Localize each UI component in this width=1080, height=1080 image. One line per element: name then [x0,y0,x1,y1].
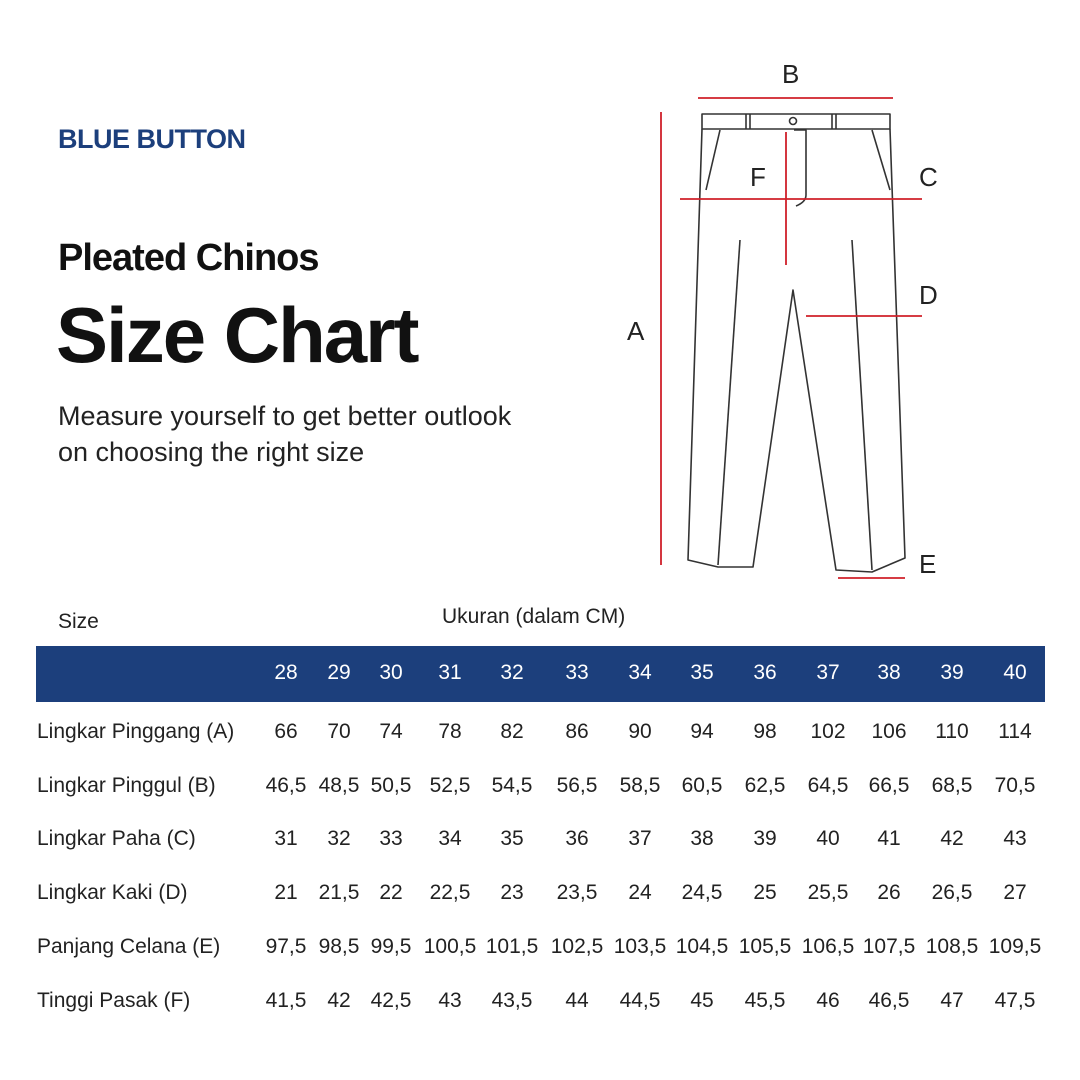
table-cell: 66,5 [868,774,910,797]
table-cell: 70 [327,720,351,743]
size-header-cell: 28 [274,661,298,684]
size-header-cell: 40 [1003,661,1027,684]
table-cell: 26 [877,881,901,904]
table-cell: 21,5 [318,881,360,904]
table-cell: 22 [379,881,403,904]
size-header-cell: 30 [379,661,403,684]
label-f: F [750,162,766,192]
table-cell: 100,5 [423,935,477,958]
table-cell: 39 [753,827,777,850]
size-header-cell: 33 [565,661,589,684]
row-label: Lingkar Paha (C) [37,827,196,850]
size-header-cell: 37 [816,661,840,684]
label-e: E [919,549,937,579]
row-label: Lingkar Pinggang (A) [37,720,235,743]
table-cell: 26,5 [931,881,973,904]
table-cell: 104,5 [675,935,729,958]
table-cell: 58,5 [619,774,661,797]
size-header-cell: 32 [500,661,524,684]
table-cell: 107,5 [862,935,916,958]
button-icon [790,118,797,125]
table-cell: 27 [1003,881,1027,904]
table-cell: 44 [565,989,589,1012]
table-cell: 44,5 [619,989,661,1012]
table-cell: 42 [940,827,964,850]
table-cell: 97,5 [265,935,307,958]
size-header-cell: 29 [327,661,351,684]
size-header-cell: 36 [753,661,777,684]
table-cell: 94 [690,720,714,743]
table-cell: 82 [500,720,524,743]
table-cell: 31 [274,827,298,850]
table-row [0,774,1080,804]
table-cell: 40 [816,827,840,850]
size-header-row [36,646,1045,702]
row-label: Lingkar Kaki (D) [37,881,188,904]
table-cell: 32 [327,827,351,850]
table-cell: 37 [628,827,652,850]
table-cell: 103,5 [613,935,667,958]
table-cell: 60,5 [681,774,723,797]
page-title: Size Chart [56,291,418,379]
table-cell: 98 [753,720,777,743]
row-label: Lingkar Pinggul (B) [37,774,216,797]
label-c: C [919,162,938,192]
trousers-diagram [600,50,960,590]
table-cell: 66 [274,720,298,743]
table-cell: 38 [690,827,714,850]
table-cell: 109,5 [988,935,1042,958]
table-cell: 46,5 [868,989,910,1012]
size-header-cell: 31 [438,661,462,684]
table-cell: 62,5 [744,774,786,797]
table-cell: 33 [379,827,403,850]
table-cell: 46,5 [265,774,307,797]
table-cell: 42 [327,989,351,1012]
table-cell: 45,5 [744,989,786,1012]
table-cell: 45 [690,989,714,1012]
table-cell: 105,5 [738,935,792,958]
table-cell: 106 [871,720,907,743]
table-cell: 35 [500,827,524,850]
table-cell: 98,5 [318,935,360,958]
table-row [0,827,1080,857]
description-text: Measure yourself to get better outlook on choosing the right size [58,401,512,467]
table-cell: 41 [877,827,901,850]
table-cell: 74 [379,720,403,743]
table-row [0,989,1080,1019]
table-cell: 41,5 [265,989,307,1012]
row-label: Panjang Celana (E) [37,935,221,958]
table-cell: 78 [438,720,462,743]
table-cell: 56,5 [556,774,598,797]
table-cell: 43 [1003,827,1027,850]
table-cell: 34 [438,827,462,850]
label-a: A [627,316,645,346]
table-cell: 108,5 [925,935,979,958]
table-cell: 43 [438,989,462,1012]
table-cell: 23,5 [556,881,598,904]
table-cell: 47 [940,989,964,1012]
table-cell: 101,5 [485,935,539,958]
table-cell: 52,5 [429,774,471,797]
table-cell: 114 [998,720,1032,743]
size-column-label: Size [58,610,99,633]
product-name: Pleated Chinos [58,237,319,279]
table-cell: 68,5 [931,774,973,797]
table-cell: 64,5 [807,774,849,797]
table-cell: 106,5 [801,935,855,958]
size-header-cell: 39 [940,661,964,684]
table-cell: 46 [816,989,840,1012]
table-cell: 102,5 [550,935,604,958]
brand-logo: BLUE BUTTON [58,124,246,154]
table-cell: 24,5 [681,881,723,904]
table-cell: 23 [500,881,524,904]
size-header-cell: 34 [628,661,652,684]
table-cell: 25,5 [807,881,849,904]
table-cell: 90 [628,720,652,743]
table-cell: 25 [753,881,777,904]
table-cell: 86 [565,720,589,743]
label-b: B [782,59,800,89]
table-row [0,881,1080,911]
table-row [0,935,1080,965]
table-cell: 102 [810,720,846,743]
table-cell: 50,5 [370,774,412,797]
table-cell: 70,5 [994,774,1036,797]
table-cell: 47,5 [994,989,1036,1012]
size-header-cell: 35 [690,661,714,684]
size-header-cell: 38 [877,661,901,684]
table-row [0,720,1080,750]
table-cell: 21 [274,881,298,904]
table-cell: 22,5 [429,881,471,904]
unit-label: Ukuran (dalam CM) [442,605,626,628]
table-cell: 99,5 [370,935,412,958]
table-cell: 36 [565,827,589,850]
table-cell: 110 [935,720,969,743]
table-cell: 43,5 [491,989,533,1012]
table-cell: 48,5 [318,774,360,797]
label-d: D [919,280,938,310]
table-cell: 42,5 [370,989,412,1012]
row-label: Tinggi Pasak (F) [37,989,191,1012]
trouser-outline [688,129,905,572]
table-cell: 24 [628,881,652,904]
table-cell: 54,5 [491,774,533,797]
